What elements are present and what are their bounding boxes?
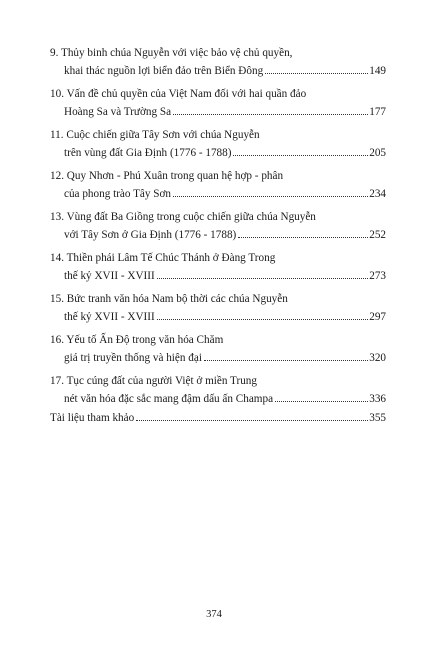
toc-page-number: 149: [369, 65, 386, 77]
toc-entry-subtitle: thế kỷ XVII - XVIII: [64, 311, 155, 323]
toc-entry-16[interactable]: [50, 331, 386, 367]
toc-entry-title: Tài liệu tham khảo: [50, 412, 135, 424]
leader-dots: [233, 155, 368, 156]
toc-entry-subtitle: giá trị truyền thống và hiện đại: [64, 352, 202, 364]
leader-dots: [238, 237, 368, 238]
toc-entry-title: 16. Yếu tố Ấn Độ trong văn hóa Chăm: [50, 334, 224, 346]
toc-entry-subtitle: thế kỷ XVII - XVIII: [64, 270, 155, 282]
toc-page-number: 177: [369, 106, 386, 118]
toc-page-number: 297: [369, 311, 386, 323]
leader-dots: [173, 196, 368, 197]
toc-entry-title: 15. Bức tranh văn hóa Nam bộ thời các chúa Nguyễn: [50, 293, 288, 305]
toc-entry-title: 12. Quy Nhơn - Phú Xuân trong quan hệ hợp - phân: [50, 170, 284, 182]
leader-dots: [157, 278, 369, 279]
toc-entry-title: 13. Vùng đất Ba Giồng trong cuộc chiến giữa chúa Nguyễn: [50, 211, 316, 223]
toc-entry-subtitle: với Tây Sơn ở Gia Định (1776 - 1788): [64, 229, 237, 241]
toc-entry-title: 10. Vấn đề chủ quyền của Việt Nam đối với hai quần đảo: [50, 88, 307, 100]
leader-dots: [204, 360, 368, 361]
toc-entry-references[interactable]: [50, 409, 386, 427]
toc-page-number: 320: [369, 352, 386, 364]
toc-entry-title: 17. Tục cúng đất của người Việt ở miền Trung: [50, 375, 257, 387]
toc-entry-15[interactable]: [50, 290, 386, 326]
leader-dots: [136, 420, 368, 421]
toc-entry-9[interactable]: [50, 44, 386, 80]
toc-entry-11[interactable]: [50, 126, 386, 162]
toc-entry-subtitle: Hoàng Sa và Trường Sa: [64, 106, 172, 118]
toc-entry-title: 14. Thiền phái Lâm Tế Chúc Thánh ở Đàng Trong: [50, 252, 276, 264]
page-number: 374: [206, 609, 222, 620]
leader-dots: [265, 73, 368, 74]
toc-entry-title: 11. Cuộc chiến giữa Tây Sơn với chúa Nguyễn: [50, 129, 260, 141]
toc-entry-13[interactable]: [50, 208, 386, 244]
toc-entry-subtitle: của phong trào Tây Sơn: [64, 188, 171, 200]
toc-entry-subtitle: khai thác nguồn lợi biển đảo trên Biển Đông: [64, 65, 264, 77]
toc-page-number: 355: [369, 412, 386, 424]
toc-entry-subtitle: trên vùng đất Gia Định (1776 - 1788): [64, 147, 232, 159]
toc-entry-title: 9. Thủy binh chúa Nguyễn với việc bảo vệ chủ quyền,: [50, 47, 293, 59]
toc-page-number: 336: [369, 393, 386, 405]
toc-entry-10[interactable]: [50, 85, 386, 121]
leader-dots: [157, 319, 369, 320]
toc-entry-subtitle: nét văn hóa đặc sắc mang đậm dấu ấn Champa: [64, 393, 274, 405]
toc-entry-14[interactable]: [50, 249, 386, 285]
toc-entry-17[interactable]: [50, 372, 386, 408]
toc-page-number: 252: [369, 229, 386, 241]
toc-page-number: 273: [369, 270, 386, 282]
toc-page-number: 205: [369, 147, 386, 159]
toc-page-number: 234: [369, 188, 386, 200]
leader-dots: [173, 114, 368, 115]
leader-dots: [275, 401, 368, 402]
toc-entry-12[interactable]: [50, 167, 386, 203]
